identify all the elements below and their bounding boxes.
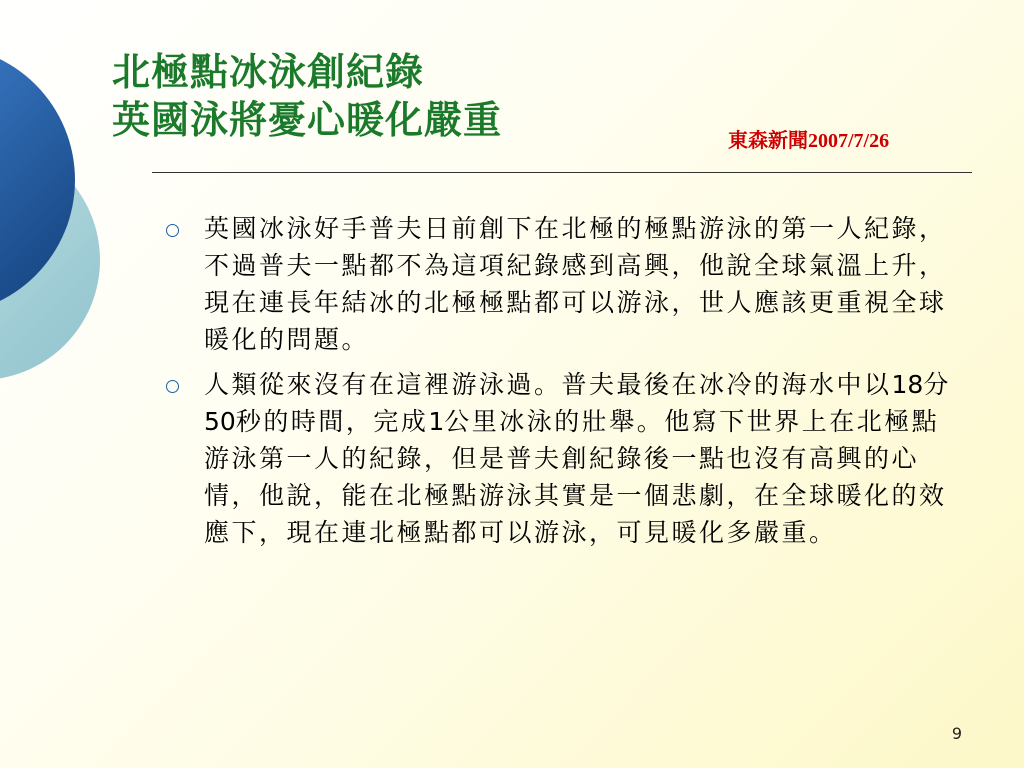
title-line-1: 北極點冰泳創紀錄 bbox=[112, 50, 425, 94]
bullet-item-2 bbox=[166, 366, 966, 551]
bullet-text-1: 英國冰泳好手普夫日前創下在北極的極點游泳的第一人紀錄，不過普夫一點都不為這項紀錄感到高興，他說全球氣溫上升，現在連長年結冰的北極極點都可以游泳，世人應該更重視全球暖化的問題。 bbox=[204, 214, 947, 354]
slide-title bbox=[112, 48, 502, 144]
bullet-item-1 bbox=[166, 210, 966, 358]
title-line-2: 英國泳將憂心暖化嚴重 bbox=[112, 98, 503, 142]
circle-bullet-icon bbox=[166, 380, 179, 393]
bullet-list bbox=[166, 210, 966, 559]
bullet-number-minutes: 18 bbox=[891, 370, 924, 399]
decorative-circles bbox=[0, 0, 110, 420]
news-source: 東森新聞2007/7/26 bbox=[728, 130, 890, 152]
title-divider bbox=[152, 172, 972, 173]
circle-bullet-icon bbox=[166, 224, 179, 237]
bullet-text-2c: 秒的時間，完成 bbox=[235, 407, 429, 436]
bullet-text-2b: 分 bbox=[923, 370, 951, 399]
bullet-number-distance: 1 bbox=[428, 407, 445, 436]
page-number: 9 bbox=[951, 724, 962, 743]
bullet-number-seconds: 50 bbox=[204, 407, 236, 436]
bullet-text-2d: 公里冰泳的壯舉。他寫下世界上在北極點游泳第一人的紀錄，但是普夫創紀錄後一點也沒有高興的心情，他說，能在北極點游泳其實是一個悲劇，在全球暖化的效應下，現在連北極點都可以游泳，可見暖化多嚴重。 bbox=[204, 407, 947, 547]
bullet-text-2a: 人類從來沒有在這裡游泳過。普夫最後在冰冷的海水中以 bbox=[204, 370, 892, 399]
